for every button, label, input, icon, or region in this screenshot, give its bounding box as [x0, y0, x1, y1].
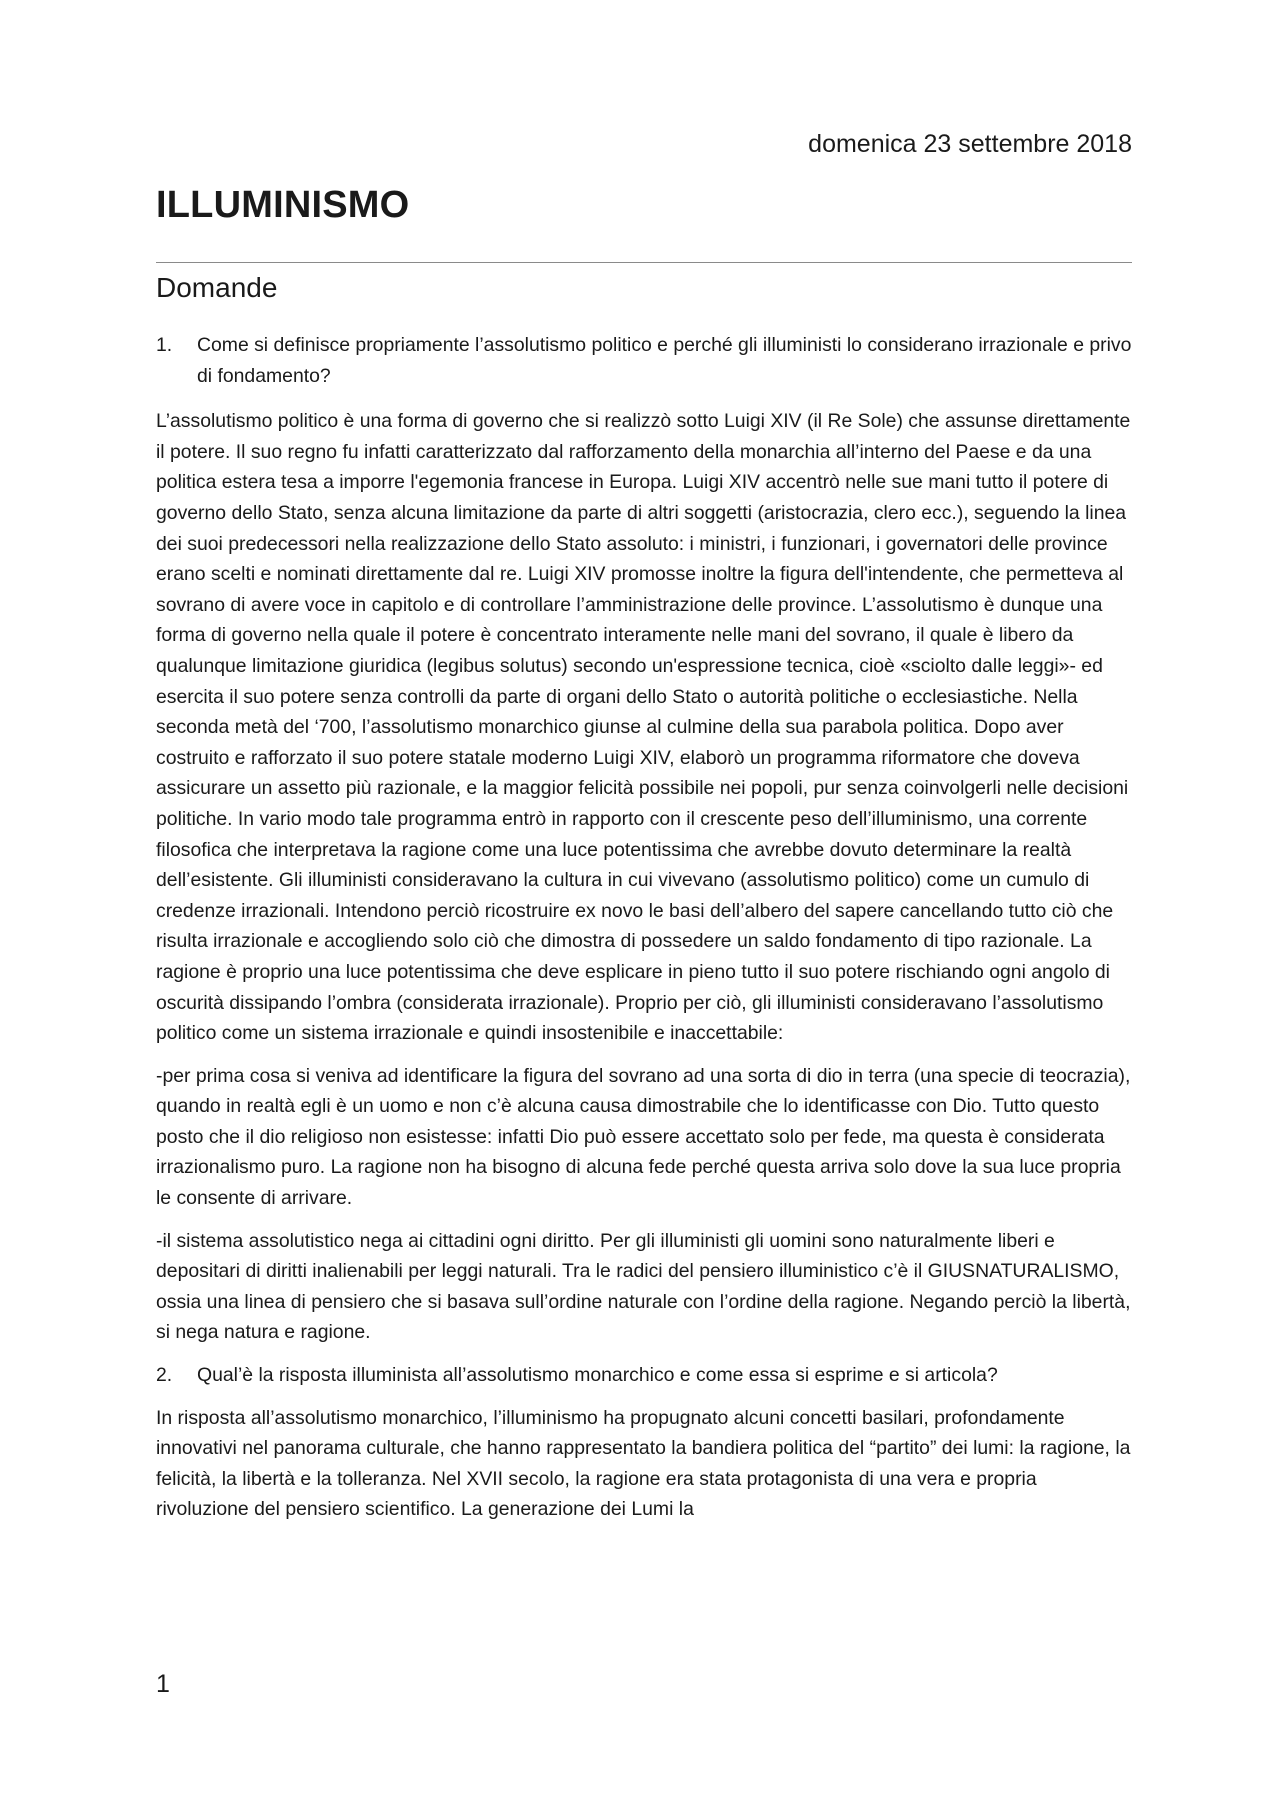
title-divider — [156, 262, 1132, 263]
document-date: domenica 23 settembre 2018 — [808, 130, 1132, 158]
answer-paragraph: -il sistema assolutistico nega ai cittadini ogni diritto. Per gli illuministi gli uomini sono naturalmente liberi e depositari di diritti inalienabili per leggi naturali. Tra le radici del pensiero illuministico c’è il GIUSNATURALISMO, ossia una linea di pensiero che si basava sull’ordine naturale con l’ordine della ragione. Negando perciò la libertà, si nega natura e ragione. — [156, 1229, 1131, 1344]
question-text: Qual’è la risposta illuminista all’assolutismo monarchico e come essa si esprime e si articola? — [197, 1364, 998, 1387]
answer-paragraph: -per prima cosa si veniva ad identificare la figura del sovrano ad una sorta di dio in terra (una specie di teocrazia), quando in realtà egli è un uomo e non c’è alcuna causa dimostrabile che lo identificasse con Dio. Tutto questo posto che il dio religioso non esistesse: infatti Dio può essere accettato solo per fede, ma questa è considerata irrazionalismo puro. La ragione non ha bisogno di alcuna fede perché questa arriva solo dove la sua luce propria le consente di arrivare. — [156, 1064, 1131, 1210]
section-title: Domande — [156, 272, 278, 303]
question-text: Come si definisce propriamente l’assolutismo politico e perché gli illuministi lo considerano irrazionale e privo di fondamento? — [197, 334, 1132, 387]
answer-paragraph: L’assolutismo politico è una forma di governo che si realizzò sotto Luigi XIV (il Re Sole) che assunse direttamente il potere. Il suo regno fu infatti caratterizzato dal rafforzamento della monarchia all’interno del Paese e da una politica estera tesa a imporre l'egemonia francese in Europa. Luigi XIV accentrò nelle sue mani tutto il potere di governo dello Stato, senza alcuna limitazione da parte di altri soggetti (aristocrazia, clero ecc.), seguendo la linea dei suoi predecessori nella realizzazione dello Stato assoluto: i ministri, i funzionari, i governatori delle province erano scelti e nominati direttamente dal re. Luigi XIV promosse inoltre la figura dell'intendente, che permetteva al sovrano di avere voce in capitolo e di controllare l’amministrazione delle province. L’assolutismo è dunque una forma di governo nella quale il potere è concentrato interamente nelle mani del sovrano, il quale è libero da qualunque limitazione giuridica (legibus solutus) secondo un'espressione tecnica, cioè «sciolto dalle leggi»- ed esercita il suo potere senza controlli da parte di organi dello Stato o autorità politiche o ecclesiastiche. Nella seconda metà del ‘700, l’assolutismo monarchico giunse al culmine della sua parabola politica. Dopo aver costruito e rafforzato il suo potere statale moderno Luigi XIV, elaborò un programma riformatore che doveva assicurare un assetto più razionale, e la maggior felicità possibile nei popoli, pur senza coinvolgerli nelle decisioni politiche. In vario modo tale programma entrò in rapporto con il crescente peso dell’illuminismo, una corrente filosofica che interpretava la ragione come una luce potentissima che avrebbe dovuto determinare la realtà dell’esistente. Gli illuministi consideravano la cultura in cui vivevano (assolutismo politico) come un cumulo di credenze irrazionali. Intendono perciò ricostruire ex novo le basi dell’albero del sapere cancellando tutto ciò che risulta irrazionale e accogliendo solo ciò che dimostra di possedere un saldo fondamento di tipo razionale. La ragione è proprio una luce potentissima che deve esplicare in pieno tutto il suo potere rischiando ogni angolo di oscurità dissipando l’ombra (considerata irrazionale). Proprio per ciò, gli illuministi consideravano l’assolutismo politico come un sistema irrazionale e quindi insostenibile e inaccettabile: — [156, 410, 1131, 1045]
question-number: 1. — [156, 334, 173, 357]
question-number: 2. — [156, 1364, 173, 1387]
question-item — [156, 330, 1132, 391]
document-title: ILLUMINISMO — [156, 184, 410, 226]
page-number: 1 — [156, 1670, 170, 1698]
answer-paragraph: In risposta all’assolutismo monarchico, l’illuminismo ha propugnato alcuni concetti basilari, profondamente innovativi nel panorama culturale, che hanno rappresentato la bandiera politica del “partito” dei lumi: la ragione, la felicità, la libertà e la tolleranza. Nel XVII secolo, la ragione era stata protagonista di una vera e propria rivoluzione del pensiero scientifico. La generazione dei Lumi la — [156, 1406, 1131, 1521]
document-page — [156, 128, 1132, 1525]
question-item — [156, 1360, 1132, 1391]
